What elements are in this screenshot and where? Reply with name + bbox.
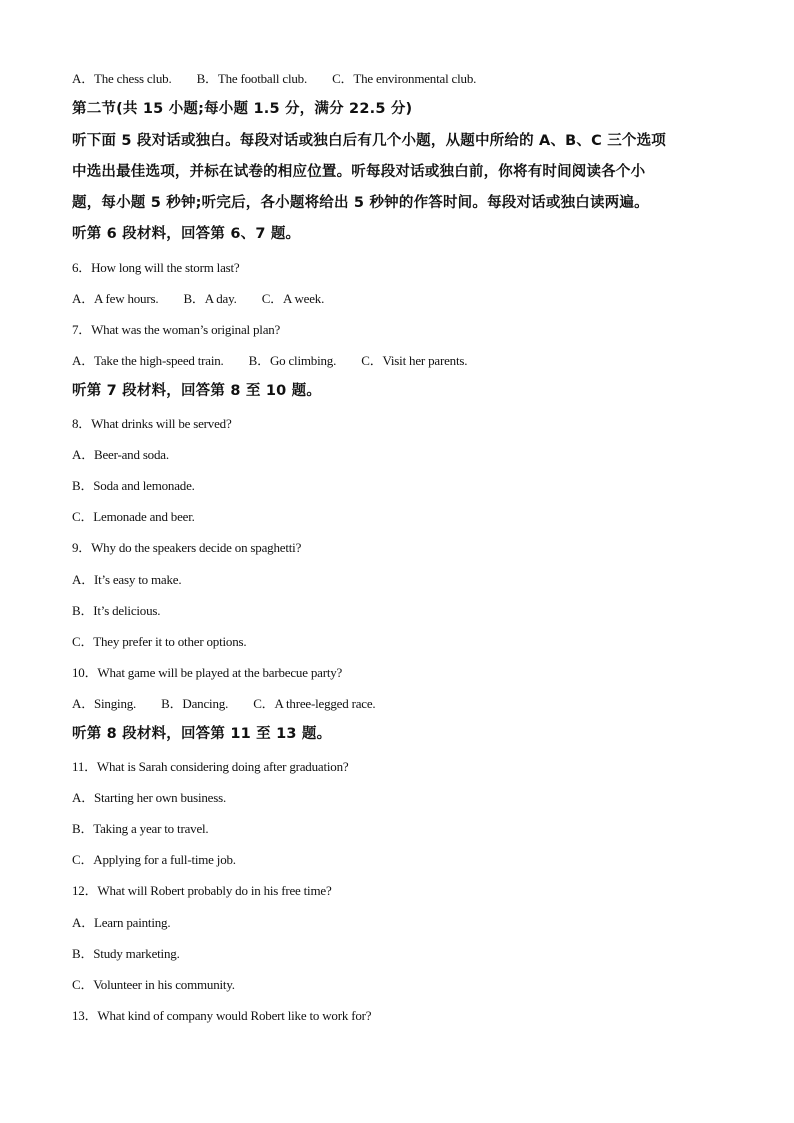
q8-option-a: A．Beer-and soda. (72, 447, 169, 462)
part7-heading: 听第 7 段材料，回答第 8 至 10 题。 (72, 383, 322, 399)
q6-option-c: C．A week. (261, 291, 325, 306)
q9-option-b: B．It’s delicious. (72, 603, 161, 618)
q6-option-b: B．A day. (183, 291, 237, 306)
q8-option-b: B．Soda and lemonade. (72, 478, 195, 493)
q9-question: 9．Why do the speakers decide on spaghetti? (72, 540, 302, 555)
q12-question: 12．What will Robert probably do in his free time? (72, 883, 332, 898)
q5-option-a: A．The chess club. (72, 71, 172, 86)
q10-option-a: A．Singing. (72, 696, 137, 711)
instructions-line-3: 题，每小题 5 秒钟;听完后，各小题将给出 5 秒钟的作答时间。每段对话或独白读两遍。 (72, 195, 649, 211)
q6-question: 6．How long will the storm last? (72, 260, 240, 275)
q11-option-c: C．Applying for a full-time job. (72, 852, 236, 867)
part6-heading: 听第 6 段材料，回答第 6、7 题。 (72, 226, 301, 242)
q5-option-c: C．The environmental club. (332, 71, 477, 86)
q11-question: 11．What is Sarah considering doing after graduation? (72, 759, 349, 774)
q9-option-a: A．It’s easy to make. (72, 572, 182, 587)
q10-option-c: C．A three-legged race. (253, 696, 376, 711)
instructions-line-2: 中选出最佳选项，并标在试卷的相应位置。听每段对话或独白前，你将有时间阅读各个小 (72, 164, 646, 180)
q7-option-b: B．Go climbing. (248, 353, 337, 368)
part8-heading: 听第 8 段材料，回答第 11 至 13 题。 (72, 726, 332, 742)
q5-options-row (72, 68, 476, 87)
q11-option-a: A．Starting her own business. (72, 790, 226, 805)
q7-question: 7．What was the woman’s original plan? (72, 322, 281, 337)
q10-question: 10．What game will be played at the barbecue party? (72, 665, 343, 680)
q13-question: 13．What kind of company would Robert like to work for? (72, 1008, 372, 1023)
section2-heading: 第二节(共 15 小题;每小题 1.5 分，满分 22.5 分) (72, 101, 413, 117)
q8-option-c: C．Lemonade and beer. (72, 509, 195, 524)
q6-option-a: A．A few hours. (72, 291, 159, 306)
q9-option-c: C．They prefer it to other options. (72, 634, 247, 649)
q8-question: 8．What drinks will be served? (72, 416, 232, 431)
q7-options-row (72, 350, 467, 369)
q7-option-a: A．Take the high-speed train. (72, 353, 224, 368)
q5-option-b: B．The football club. (196, 71, 308, 86)
q10-options-row (72, 693, 375, 712)
q11-option-b: B．Taking a year to travel. (72, 821, 209, 836)
q7-option-c: C．Visit her parents. (361, 353, 468, 368)
instructions-line-1: 听下面 5 段对话或独白。每段对话或独白后有几个小题，从题中所给的 A、B、C 三个选项 (72, 133, 666, 149)
q12-option-c: C．Volunteer in his community. (72, 977, 235, 992)
q10-option-b: B．Dancing. (161, 696, 229, 711)
q6-options-row (72, 288, 324, 307)
q12-option-b: B．Study marketing. (72, 946, 180, 961)
q12-option-a: A．Learn painting. (72, 915, 171, 930)
